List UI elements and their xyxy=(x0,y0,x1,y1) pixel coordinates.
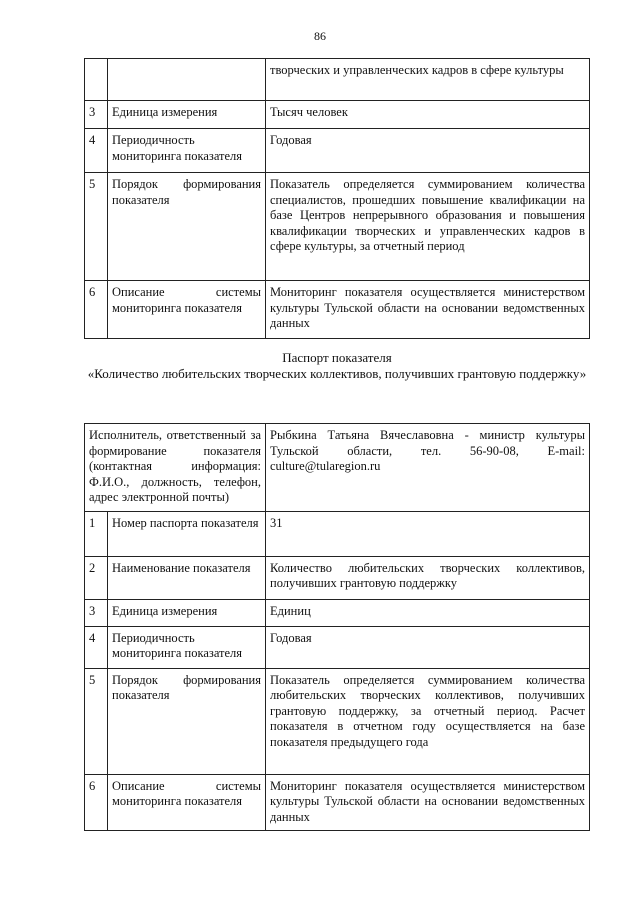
row-label: Описание системы мониторинга показателя xyxy=(108,774,266,831)
row-value: Годовая xyxy=(266,129,590,173)
row-number: 4 xyxy=(85,626,108,668)
row-number xyxy=(85,59,108,101)
table-row xyxy=(85,556,590,599)
passport-title-line1: Паспорт показателя xyxy=(282,350,392,365)
row-label: Единица измерения xyxy=(108,101,266,129)
table-row xyxy=(85,774,590,831)
table-row xyxy=(85,281,590,339)
row-value: Показатель определяется суммированием количества любительских творческих коллективов, получивших грантовую поддержку, за отчетный период. Расчет показателя в отчетном году осуществляется на базе показателя предыдущего года xyxy=(266,668,590,774)
row-label: Наименование показателя xyxy=(108,556,266,599)
row-number: 1 xyxy=(85,511,108,556)
table-row xyxy=(85,511,590,556)
table-header-row xyxy=(85,424,590,512)
table-row xyxy=(85,59,590,101)
page-number: 86 xyxy=(314,29,326,43)
row-value: Тысяч человек xyxy=(266,101,590,129)
indicator-passport-table xyxy=(84,423,590,831)
row-value: 31 xyxy=(266,511,590,556)
row-label: Единица измерения xyxy=(108,599,266,626)
row-value: Показатель определяется суммированием количества специалистов, прошедших повышение квалификации на базе Центров непрерывного образования и повышения квалификации творческих и управленческих кадров в сфере культуры, за отчетный период xyxy=(266,173,590,281)
row-value: Мониторинг показателя осуществляется министерством культуры Тульской области на основании ведомственных данных xyxy=(266,281,590,339)
row-value: творческих и управленческих кадров в сфере культуры xyxy=(266,59,590,101)
table-row xyxy=(85,626,590,668)
row-label xyxy=(108,59,266,101)
executor-value: Рыбкина Татьяна Вячеславовна - министр культуры Тульской области, тел. 56-90-08, E-mail: culture@tularegion.ru xyxy=(266,424,590,512)
table-row xyxy=(85,173,590,281)
table-row xyxy=(85,668,590,774)
row-label: Порядок формирования показателя xyxy=(108,173,266,281)
table-row xyxy=(85,129,590,173)
row-value: Количество любительских творческих коллективов, получивших грантовую поддержку xyxy=(266,556,590,599)
row-label: Номер паспорта показателя xyxy=(108,511,266,556)
row-number: 5 xyxy=(85,668,108,774)
row-number: 4 xyxy=(85,129,108,173)
row-value: Мониторинг показателя осуществляется министерством культуры Тульской области на основании ведомственных данных xyxy=(266,774,590,831)
passport-title xyxy=(84,350,590,382)
table-row xyxy=(85,101,590,129)
row-label: Периодичность мониторинга показателя xyxy=(108,129,266,173)
indicator-table-continued xyxy=(84,58,590,339)
row-number: 5 xyxy=(85,173,108,281)
row-number: 2 xyxy=(85,556,108,599)
row-number: 3 xyxy=(85,599,108,626)
row-label: Периодичность мониторинга показателя xyxy=(108,626,266,668)
row-number: 6 xyxy=(85,774,108,831)
row-value: Годовая xyxy=(266,626,590,668)
row-label: Порядок формирования показателя xyxy=(108,668,266,774)
passport-title-line2: «Количество любительских творческих коллективов, получивших грантовую поддержку» xyxy=(87,366,587,381)
row-value: Единиц xyxy=(266,599,590,626)
row-number: 3 xyxy=(85,101,108,129)
row-number: 6 xyxy=(85,281,108,339)
executor-label: Исполнитель, ответственный за формирование показателя (контактная информация: Ф.И.О., должность, телефон, адрес электронной почты) xyxy=(85,424,266,512)
row-label: Описание системы мониторинга показателя xyxy=(108,281,266,339)
table-row xyxy=(85,599,590,626)
